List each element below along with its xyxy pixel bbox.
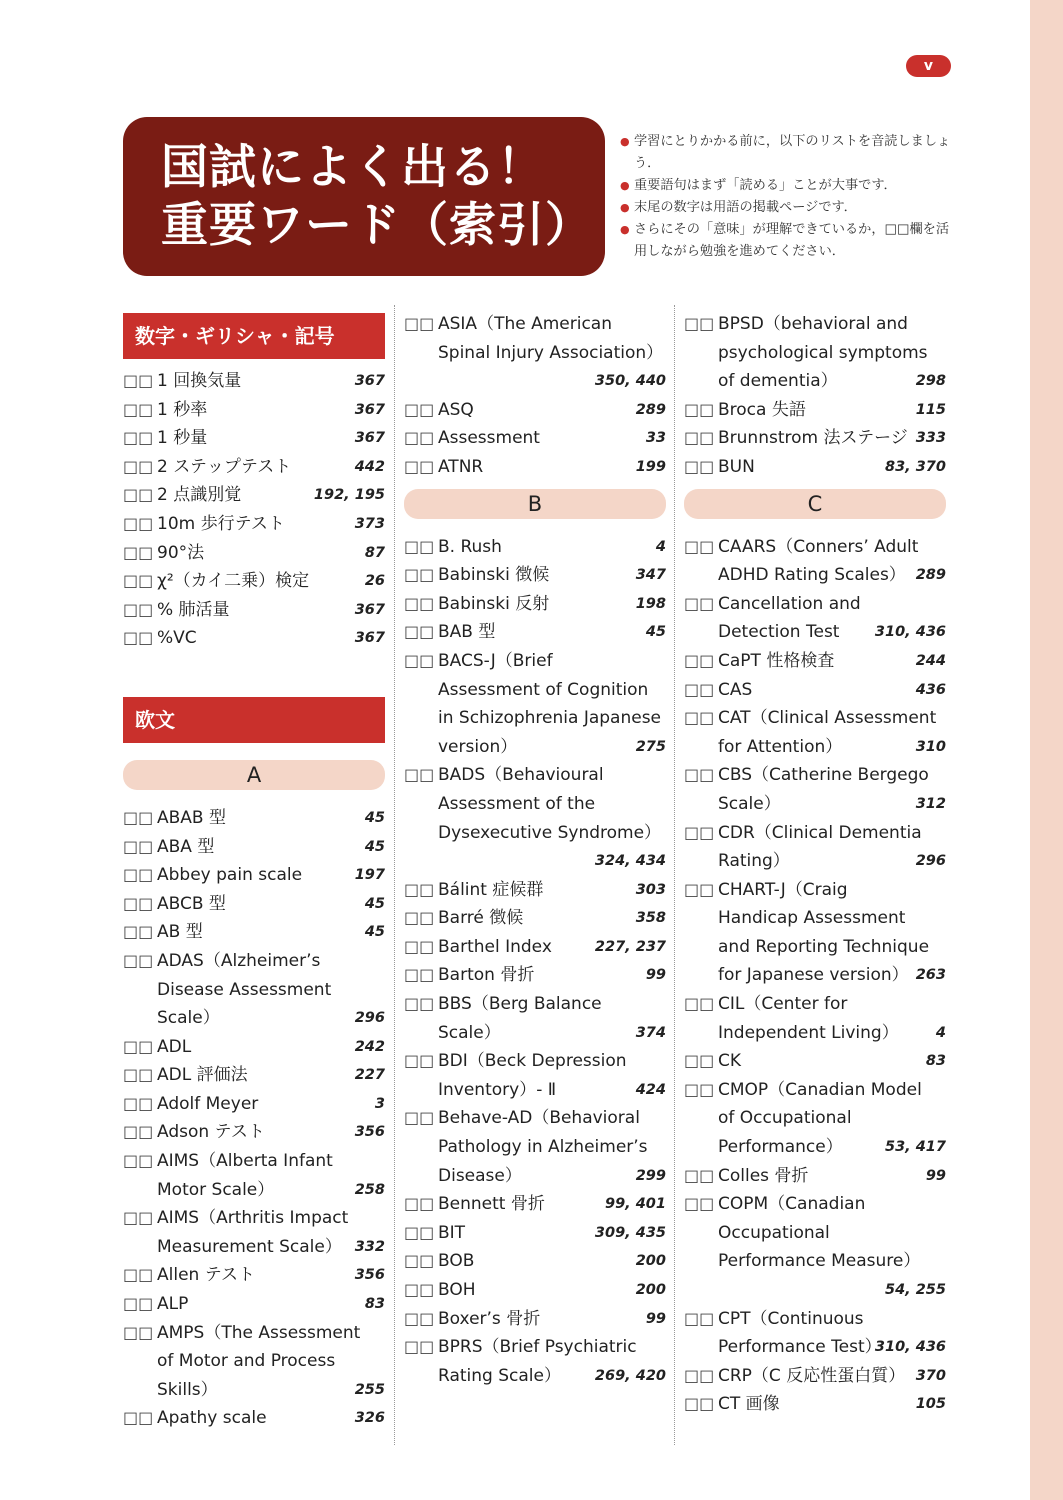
- entry-term-line: □□ 90°法: [157, 542, 205, 563]
- entry-term-line: □□ 2 ステップテスト: [157, 456, 292, 477]
- index-entry: [404, 424, 666, 453]
- entry-page-number: 99: [645, 967, 666, 984]
- entry-page-number: 333: [915, 430, 946, 447]
- entry-page-number: 3: [374, 1095, 385, 1112]
- index-entry: [404, 647, 666, 761]
- entry-term-line: in Schizophrenia Japanese: [438, 708, 662, 729]
- entry-page-number: 269, 420: [594, 1367, 666, 1384]
- index-entry: [684, 424, 946, 453]
- entry-term-line: □□ Boxer’s 骨折: [438, 1308, 541, 1329]
- section-header-numeric: 数字・ギリシャ・記号: [123, 313, 385, 359]
- index-entry: [684, 1390, 946, 1419]
- entry-page-number: 299: [635, 1167, 666, 1184]
- index-entry: [404, 561, 666, 590]
- entry-term-line: □□ AIMS（Alberta Infant: [157, 1151, 333, 1172]
- entry-page-number: 45: [364, 895, 385, 912]
- entry-page-number: 26: [364, 573, 385, 590]
- index-entry: [123, 833, 385, 862]
- entry-term-line: □□ BPSD（behavioral and: [718, 314, 908, 334]
- entry-term-line: □□ BACS-J（Brief: [438, 650, 553, 671]
- entry-term-line: □□ CAT（Clinical Assessment: [718, 708, 937, 729]
- entry-term-line: of Motor and Process: [157, 1351, 336, 1372]
- index-entry: [123, 396, 385, 425]
- index-entry: [684, 1190, 946, 1304]
- entry-page-number: 442: [354, 458, 385, 475]
- asia-entry-list: [404, 310, 666, 482]
- entry-page-number: 289: [915, 567, 946, 584]
- entry-term-line: □□ CDR（Clinical Dementia: [718, 822, 922, 843]
- entry-page-number: 424: [635, 1081, 666, 1098]
- entry-term-line: Rating）: [718, 851, 790, 872]
- entry-term-line: □□ AMPS（The Assessment: [157, 1322, 361, 1343]
- entry-term-line: □□ % 肺活量: [157, 599, 230, 620]
- entry-term-line: □□ Cancellation and: [718, 593, 861, 614]
- page-edge-tab: [1030, 0, 1063, 1500]
- index-entry: [684, 1047, 946, 1076]
- entry-term-line: Scale）: [438, 1022, 501, 1043]
- entry-page-number: 367: [354, 401, 385, 418]
- index-entry: [404, 1047, 666, 1104]
- entry-term-line: □□ ABCB 型: [157, 893, 226, 914]
- index-entry: [404, 590, 666, 619]
- entry-page-number: 45: [645, 624, 666, 641]
- entry-term-line: □□ 1 回換気量: [157, 371, 242, 391]
- index-entry: [404, 904, 666, 933]
- entry-term-line: □□ CPT（Continuous: [718, 1308, 864, 1329]
- entry-term-line: □□ BBS（Berg Balance: [438, 994, 602, 1015]
- entry-page-number: 115: [915, 401, 946, 418]
- entry-term-line: □□ 10m 歩行テスト: [157, 513, 285, 534]
- index-entry: [684, 1162, 946, 1191]
- entry-page-number: 374: [635, 1024, 666, 1041]
- entry-page-number: 347: [635, 567, 666, 584]
- entry-page-number: 242: [354, 1038, 385, 1055]
- entry-page-number: 83: [364, 1296, 385, 1313]
- index-entry: [123, 453, 385, 482]
- entry-term-line: □□ BOB: [438, 1251, 475, 1272]
- entry-page-number: 83, 370: [884, 458, 946, 475]
- entry-term-line: □□ CBS（Catherine Bergego: [718, 765, 929, 786]
- entry-term-line: □□ χ²（カイ二乗）検定: [157, 571, 310, 592]
- index-entry: [684, 876, 946, 990]
- entry-term-line: □□ 2 点識別覚: [157, 485, 242, 506]
- entry-term-line: □□ ADL: [157, 1036, 192, 1057]
- index-entry: [123, 1204, 385, 1261]
- index-entry: [404, 1276, 666, 1305]
- entry-page-number: 200: [635, 1282, 666, 1298]
- entry-term-line: □□ CIL（Center for: [718, 994, 848, 1015]
- entry-term-line: □□ ASQ: [438, 399, 474, 420]
- index-entry: [684, 704, 946, 761]
- entry-term-line: □□ CAS: [718, 679, 753, 700]
- a-entry-list: [123, 804, 385, 1433]
- entry-page-number: 255: [354, 1381, 385, 1398]
- letter-header-c: C: [684, 489, 946, 519]
- entry-term-line: ADHD Rating Scales）: [718, 565, 906, 586]
- entry-term-line: □□ ABAB 型: [157, 807, 226, 828]
- entry-page-number: 312: [915, 795, 946, 812]
- c-entry-list: [684, 533, 946, 1419]
- entry-term-line: Occupational: [718, 1222, 830, 1243]
- entry-term-line: □□ Barthel Index: [438, 936, 552, 957]
- entry-term-line: psychological symptoms: [718, 342, 928, 363]
- entry-term-line: □□ 1 秒率: [157, 399, 208, 420]
- entry-term-line: □□ AB 型: [157, 922, 203, 943]
- entry-term-line: Performance Measure）: [718, 1251, 921, 1272]
- index-entry: [123, 510, 385, 539]
- title-banner: [123, 117, 605, 276]
- entry-page-number: 358: [635, 910, 666, 927]
- entry-page-number: 227: [354, 1067, 385, 1084]
- index-entry: [404, 618, 666, 647]
- entry-page-number: 33: [645, 430, 666, 447]
- entry-term-line: □□ Babinski 徴候: [438, 565, 550, 586]
- entry-page-number: 296: [915, 853, 946, 870]
- index-entry: [404, 876, 666, 905]
- entry-term-line: version）: [438, 736, 518, 757]
- entry-page-number: 87: [364, 544, 385, 561]
- column-divider: [674, 305, 675, 1445]
- entry-term-line: □□ BPRS（Brief Psychiatric: [438, 1337, 637, 1358]
- entry-page-number: 367: [354, 601, 385, 618]
- index-entry: [123, 1404, 385, 1433]
- index-column-1: [123, 305, 385, 1433]
- letter-header-a: A: [123, 760, 385, 790]
- index-entry: [684, 647, 946, 676]
- entry-page-number: 244: [915, 652, 946, 669]
- entry-term-line: Performance Test）: [718, 1337, 882, 1358]
- index-entry: [684, 1076, 946, 1162]
- entry-term-line: Handicap Assessment: [718, 908, 906, 929]
- entry-term-line: Scale）: [718, 793, 781, 814]
- entry-term-line: Assessment of Cognition: [438, 679, 649, 700]
- entry-term-line: □□ CMOP（Canadian Model: [718, 1079, 922, 1100]
- entry-term-line: □□ Adson テスト: [157, 1122, 265, 1143]
- index-entry: [684, 396, 946, 425]
- entry-term-line: Rating Scale）: [438, 1365, 561, 1386]
- letter-header-b: B: [404, 489, 666, 519]
- index-entry: [404, 961, 666, 990]
- entry-term-line: □□ Apathy scale: [157, 1408, 267, 1429]
- entry-page-number: 4: [655, 538, 666, 555]
- index-entry: [404, 990, 666, 1047]
- entry-page-number: 105: [915, 1396, 946, 1413]
- entry-page-number: 4: [935, 1024, 946, 1041]
- entry-term-line: □□ CK: [718, 1051, 742, 1072]
- entry-term-line: □□ Brunnstrom 法ステージ: [718, 428, 908, 449]
- entry-term-line: Performance）: [718, 1137, 843, 1158]
- index-entry: [404, 1333, 666, 1390]
- index-entry: [404, 310, 666, 396]
- entry-page-number: 309, 435: [594, 1224, 666, 1241]
- index-entry: [123, 1061, 385, 1090]
- entry-page-number: 310, 436: [874, 624, 946, 641]
- entry-page-number: 198: [635, 595, 666, 612]
- title-line-1: 国試によく出る！: [161, 140, 545, 195]
- entry-term-line: □□ Behave-AD（Behavioral: [438, 1108, 640, 1129]
- index-entry: [123, 1147, 385, 1204]
- entry-term-line: □□ CaPT 性格検査: [718, 650, 835, 671]
- entry-term-line: Inventory）- Ⅱ: [438, 1079, 557, 1100]
- entry-page-number: 370: [915, 1367, 946, 1384]
- index-entry: [684, 819, 946, 876]
- entry-page-number: 192, 195: [313, 487, 385, 504]
- entry-term-line: □□ Adolf Meyer: [157, 1093, 259, 1114]
- entry-page-number: 227, 237: [594, 938, 666, 955]
- entry-page-number: 54, 255: [884, 1282, 946, 1298]
- intro-notes: [620, 131, 960, 263]
- entry-term-line: Scale）: [157, 1008, 220, 1029]
- entry-term-line: □□ BDI（Beck Depression: [438, 1051, 627, 1072]
- index-entry: [123, 367, 385, 396]
- entry-term-line: □□ BUN: [718, 456, 755, 477]
- index-entry: [123, 481, 385, 510]
- index-entry: [404, 1219, 666, 1248]
- index-entry: [404, 533, 666, 562]
- entry-term-line: □□ Barton 骨折: [438, 965, 535, 986]
- index-entry: [404, 453, 666, 482]
- intro-note: ● 学習にとりかかる前に，以下のリストを音読しましょう．: [620, 131, 960, 175]
- entry-term-line: □□ Broca 失語: [718, 399, 806, 420]
- entry-term-line: □□ Assessment: [438, 428, 540, 449]
- entry-term-line: □□ ADL 評価法: [157, 1065, 248, 1086]
- index-entry: [123, 861, 385, 890]
- entry-page-number: 53, 417: [884, 1139, 946, 1156]
- entry-page-number: 332: [354, 1238, 385, 1255]
- intro-note: ● 末尾の数字は用語の掲載ページです．: [620, 197, 960, 219]
- index-entry: [404, 933, 666, 962]
- index-column-3: [684, 305, 946, 1419]
- entry-page-number: 356: [354, 1267, 385, 1284]
- index-entry: [123, 1090, 385, 1119]
- entry-term-line: of dementia）: [718, 371, 838, 392]
- index-entry: [123, 804, 385, 833]
- index-entry: [404, 1305, 666, 1334]
- index-entry: [123, 567, 385, 596]
- entry-term-line: □□ B. Rush: [438, 536, 502, 557]
- index-entry: [684, 533, 946, 590]
- entry-page-number: 45: [364, 924, 385, 941]
- entry-term-line: □□ ASIA（The American: [438, 314, 612, 334]
- entry-term-line: for Attention）: [718, 736, 843, 757]
- entry-page-number: 296: [354, 1010, 385, 1027]
- index-entry: [123, 624, 385, 653]
- index-entry: [404, 1247, 666, 1276]
- index-entry: [684, 453, 946, 482]
- numeric-entry-list: [123, 367, 385, 653]
- entry-term-line: □□ Barré 徴候: [438, 908, 524, 929]
- entry-term-line: □□ ALP: [157, 1294, 189, 1315]
- entry-page-number: 324, 434: [594, 853, 666, 870]
- entry-term-line: □□ BAB 型: [438, 622, 496, 643]
- entry-term-line: and Reporting Technique: [718, 936, 930, 957]
- entry-page-number: 45: [364, 809, 385, 826]
- index-entry: [404, 396, 666, 425]
- entry-page-number: 310: [915, 738, 946, 755]
- entry-page-number: 356: [354, 1124, 385, 1141]
- entry-term-line: □□ Colles 骨折: [718, 1165, 809, 1186]
- entry-term-line: □□ ATNR: [438, 456, 484, 477]
- entry-page-number: 326: [354, 1410, 385, 1427]
- index-entry: [123, 947, 385, 1033]
- entry-page-number: 289: [635, 401, 666, 418]
- entry-page-number: 310, 436: [874, 1339, 946, 1356]
- entry-term-line: □□ Babinski 反射: [438, 593, 550, 614]
- entry-page-number: 258: [354, 1181, 385, 1198]
- section-header-western: 欧文: [123, 697, 385, 743]
- entry-page-number: 275: [635, 738, 666, 755]
- index-entry: [123, 1261, 385, 1290]
- index-entry: [123, 596, 385, 625]
- entry-term-line: □□ CRP（C 反応性蛋白質）: [718, 1365, 906, 1386]
- entry-term-line: □□ Bálint 症候群: [438, 879, 544, 900]
- title-line-2: 重要ワード（索引）: [161, 198, 593, 253]
- entry-term-line: for Japanese version）: [718, 965, 909, 986]
- entry-page-number: 367: [354, 373, 385, 389]
- entry-page-number: 45: [364, 838, 385, 855]
- entry-page-number: 99: [925, 1167, 946, 1184]
- index-entry: [404, 761, 666, 875]
- entry-term-line: Skills）: [157, 1379, 218, 1400]
- entry-term-line: Dysexecutive Syndrome）: [438, 822, 662, 843]
- entry-term-line: Disease Assessment: [157, 979, 332, 1000]
- entry-term-line: □□ CAARS（Conners’ Adult: [718, 536, 919, 557]
- entry-term-line: □□ ADAS（Alzheimer’s: [157, 950, 321, 971]
- entry-page-number: 367: [354, 630, 385, 647]
- entry-term-line: □□ Allen テスト: [157, 1265, 256, 1286]
- entry-term-line: Detection Test: [718, 622, 840, 643]
- entry-term-line: Independent Living）: [718, 1022, 899, 1043]
- entry-term-line: Disease）: [438, 1165, 522, 1186]
- index-entry: [684, 761, 946, 818]
- entry-page-number: 197: [354, 867, 385, 884]
- index-entry: [123, 539, 385, 568]
- bpsd-entry-list: [684, 310, 946, 482]
- index-column-2: [404, 305, 666, 1390]
- intro-note: ● 重要語句はまず「読める」ことが大事です．: [620, 175, 960, 197]
- index-entry: [684, 590, 946, 647]
- index-entry: [404, 1104, 666, 1190]
- entry-term-line: □□ CHART-J（Craig: [718, 879, 848, 900]
- entry-term-line: Measurement Scale）: [157, 1236, 342, 1257]
- entry-term-line: Motor Scale）: [157, 1179, 275, 1200]
- entry-term-line: □□ BADS（Behavioural: [438, 765, 604, 786]
- entry-term-line: of Occupational: [718, 1108, 852, 1129]
- entry-term-line: Assessment of the: [438, 793, 596, 814]
- entry-page-number: 436: [915, 681, 946, 698]
- entry-page-number: 350, 440: [594, 373, 666, 390]
- entry-page-number: 99: [645, 1310, 666, 1327]
- entry-page-number: 298: [915, 373, 946, 390]
- entry-page-number: 367: [354, 430, 385, 447]
- entry-term-line: Spinal Injury Association）: [438, 342, 664, 363]
- entry-term-line: □□ Bennett 骨折: [438, 1194, 545, 1215]
- page-number-badge: v: [906, 55, 951, 77]
- entry-term-line: □□ ABA 型: [157, 836, 215, 857]
- index-entry: [404, 1190, 666, 1219]
- entry-term-line: □□ AIMS（Arthritis Impact: [157, 1208, 349, 1229]
- index-entry: [123, 918, 385, 947]
- index-entry: [123, 1319, 385, 1405]
- entry-term-line: □□ %VC: [157, 628, 197, 649]
- entry-page-number: 99, 401: [604, 1196, 666, 1213]
- column-divider: [394, 305, 395, 1445]
- index-entry: [123, 1290, 385, 1319]
- index-entry: [684, 990, 946, 1047]
- index-entry: [123, 424, 385, 453]
- entry-page-number: 200: [635, 1253, 666, 1270]
- entry-page-number: 83: [925, 1053, 946, 1070]
- entry-term-line: □□ Abbey pain scale: [157, 865, 303, 886]
- index-entry: [684, 310, 946, 396]
- entry-term-line: □□ COPM（Canadian: [718, 1194, 866, 1215]
- entry-page-number: 373: [354, 515, 385, 532]
- entry-term-line: □□ BOH: [438, 1280, 476, 1300]
- entry-page-number: 263: [915, 967, 946, 984]
- entry-page-number: 199: [635, 458, 666, 475]
- entry-term-line: □□ 1 秒量: [157, 428, 208, 449]
- entry-page-number: 303: [635, 881, 666, 898]
- index-entry: [123, 1033, 385, 1062]
- index-entry: [684, 1305, 946, 1362]
- index-entry: [684, 676, 946, 705]
- index-entry: [684, 1362, 946, 1391]
- entry-term-line: □□ CT 画像: [718, 1394, 780, 1415]
- index-entry: [123, 1118, 385, 1147]
- index-entry: [123, 890, 385, 919]
- entry-term-line: □□ BIT: [438, 1222, 466, 1243]
- b-entry-list: [404, 533, 666, 1391]
- intro-note: ● さらにその「意味」が理解できているか，□□欄を活用しながら勉強を進めてください．: [620, 219, 960, 263]
- entry-term-line: Pathology in Alzheimer’s: [438, 1137, 648, 1158]
